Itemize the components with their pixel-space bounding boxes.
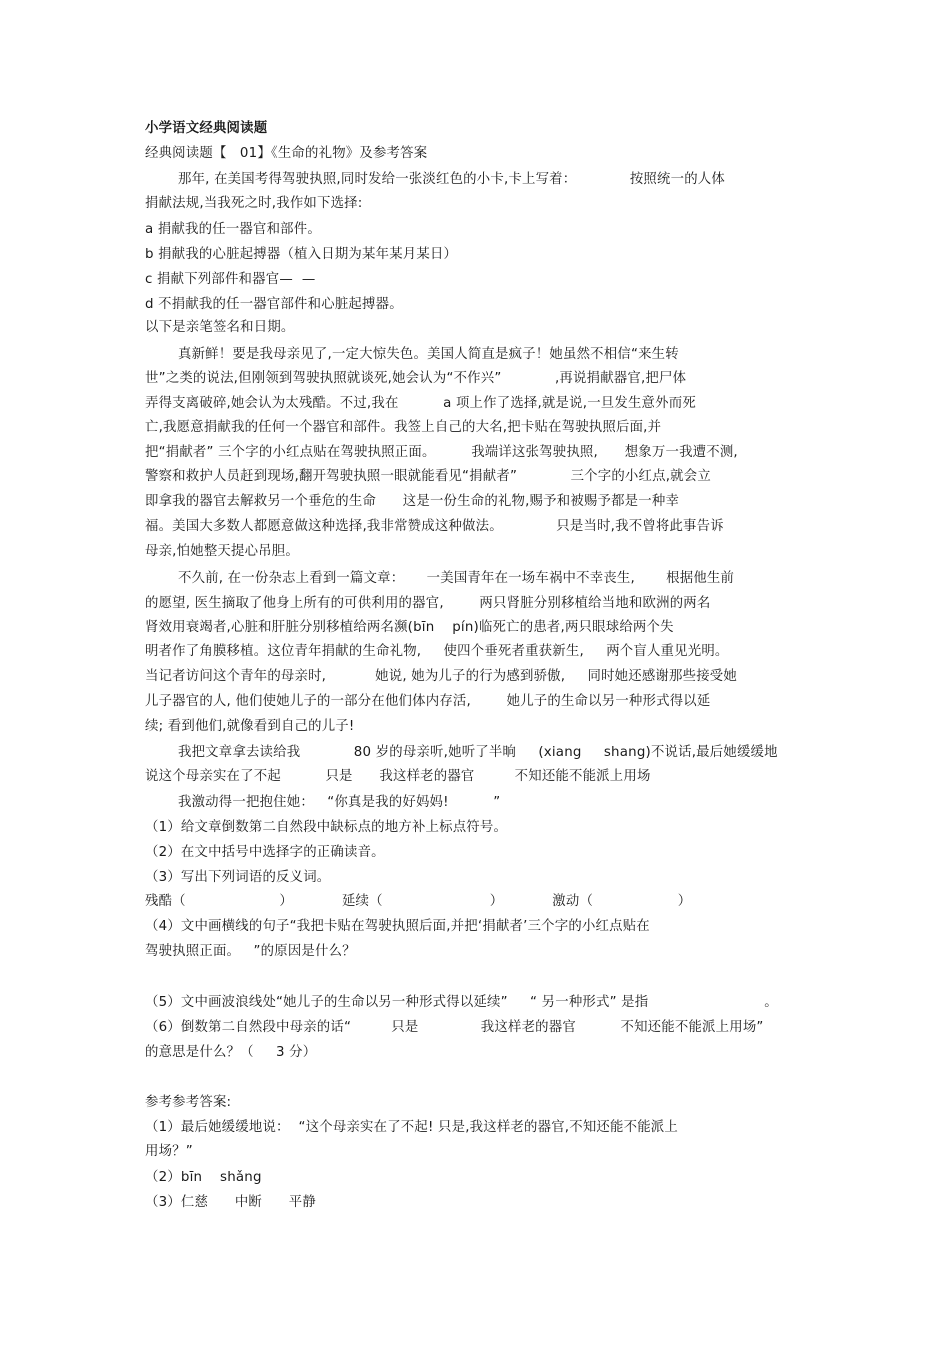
signature-line: 以下是亲笔签名和日期。: [145, 320, 295, 335]
p5-line: 我激动得一把抱住她： “你真是我的好妈妈! ”: [178, 795, 501, 810]
p4-line-2: 说这个母亲实在了不起 只是 我这样老的器官 不知还能不能派上用场: [145, 769, 651, 784]
question-3-antonyms: 残酷（ ） 延续（ ） 激动（ ）: [145, 894, 692, 909]
p2-line-4: 亡,我愿意捐献我的任何一个器官和部件。我签上自己的大名,把卡贴在驾驶执照后面,并: [145, 420, 662, 435]
p3-line-7: 续; 看到他们,就像看到自己的儿子!: [145, 719, 355, 734]
answer-2: （2）bīn shǎng: [145, 1170, 262, 1185]
p2-line-6: 警察和救护人员赶到现场,翻开驾驶执照一眼就能看见“捐献者” 三个字的小红点,就会立: [145, 469, 711, 484]
p2-line-1: 真新鲜！要是我母亲见了,一定大惊失色。美国人简直是疯子！她虽然不相信“来生转: [178, 347, 679, 362]
question-6-line-2: 的意思是什么？（ 3 分）: [145, 1045, 317, 1060]
answer-3: （3）仁慈 中断 平静: [145, 1195, 316, 1210]
p2-line-2: 世”之类的说法,但刚领到驾驶执照就谈死,她会认为“不作兴” ,再说捐献器官,把尸体: [145, 371, 687, 386]
question-4-line-1: （4）文中画横线的句子“我把卡贴在驾驶执照后面,并把‘捐献者’三个字的小红点贴在: [145, 919, 650, 934]
answer-1-line-2: 用场？”: [145, 1144, 193, 1159]
p3-line-2: 的愿望, 医生摘取了他身上所有的可供利用的器官, 两只肾脏分别移植给当地和欧洲的两名: [145, 596, 711, 611]
answers-title: 参考参考答案:: [145, 1095, 232, 1110]
p3-line-3: 肾效用衰竭者,心脏和肝脏分别移植给两名濒(bīn pín)临死亡的患者,两只眼球给两个失: [145, 620, 674, 635]
p3-line-6: 儿子器官的人, 他们使她儿子的一部分在他们体内存活, 她儿子的生命以另一种形式得以延: [145, 694, 711, 709]
p2-line-8: 福。美国大多数人都愿意做这种选择,我非常赞成这种做法。 只是当时,我不曾将此事告诉: [145, 519, 724, 534]
option-a: a 捐献我的任一器官和部件。: [145, 222, 321, 237]
question-4-line-2: 驾驶执照正面。 ”的原因是什么？: [145, 944, 356, 959]
question-6-line-1: （6）倒数第二自然段中母亲的话“ 只是 我这样老的器官 不知还能不能派上用场”: [145, 1020, 764, 1035]
p3-line-1: 不久前, 在一份杂志上看到一篇文章： 一美国青年在一场车祸中不幸丧生, 根据他生前: [178, 571, 735, 586]
p3-line-4: 明者作了角膜移植。这位青年捐献的生命礼物, 使四个垂死者重获新生, 两个盲人重见光明。: [145, 644, 729, 659]
doc-subtitle: 经典阅读题【 01】《生命的礼物》及参考答案: [145, 146, 428, 161]
option-c: c 捐献下列部件和器官— —: [145, 272, 316, 287]
answer-1-line-1: （1）最后她缓缓地说： “这个母亲实在了不起! 只是,我这样老的器官,不知还能不能派上: [145, 1120, 678, 1135]
p3-line-5: 当记者访问这个青年的母亲时, 她说, 她为儿子的行为感到骄傲, 同时她还感谢那些接受她: [145, 669, 737, 684]
option-d: d 不捐献我的任一器官部件和心脏起搏器。: [145, 297, 403, 312]
p4-line-1: 我把文章拿去读给我 80 岁的母亲听,她听了半晌 (xiang shang)不说话,最后她缓缓地: [178, 745, 778, 760]
p2-line-7: 即拿我的器官去解救另一个垂危的生命 这是一份生命的礼物,赐予和被赐予都是一种幸: [145, 494, 680, 509]
p1-line-1: 那年, 在美国考得驾驶执照,同时发给一张淡红色的小卡,卡上写着： 按照统一的人体: [178, 172, 725, 187]
doc-title: 小学语文经典阅读题: [145, 121, 268, 136]
question-5: （5）文中画波浪线处“她儿子的生命以另一种形式得以延续” “ 另一种形式” 是指 。: [145, 995, 778, 1010]
p1-line-2: 捐献法规,当我死之时,我作如下选择:: [145, 196, 363, 211]
question-2: （2）在文中括号中选择字的正确读音。: [145, 845, 385, 860]
p2-line-3: 弄得支离破碎,她会认为太残酷。不过,我在 a 项上作了选择,就是说,一旦发生意外而死: [145, 396, 696, 411]
p2-line-9: 母亲,怕她整天提心吊胆。: [145, 544, 299, 559]
question-3: （3）写出下列词语的反义词。: [145, 870, 331, 885]
question-1: （1）给文章倒数第二自然段中缺标点的地方补上标点符号。: [145, 820, 508, 835]
p2-line-5: 把“捐献者” 三个字的小红点贴在驾驶执照正面。 我端详这张驾驶执照, 想象万一我遭不测,: [145, 445, 738, 460]
option-b: b 捐献我的心脏起搏器（植入日期为某年某月某日）: [145, 247, 458, 262]
